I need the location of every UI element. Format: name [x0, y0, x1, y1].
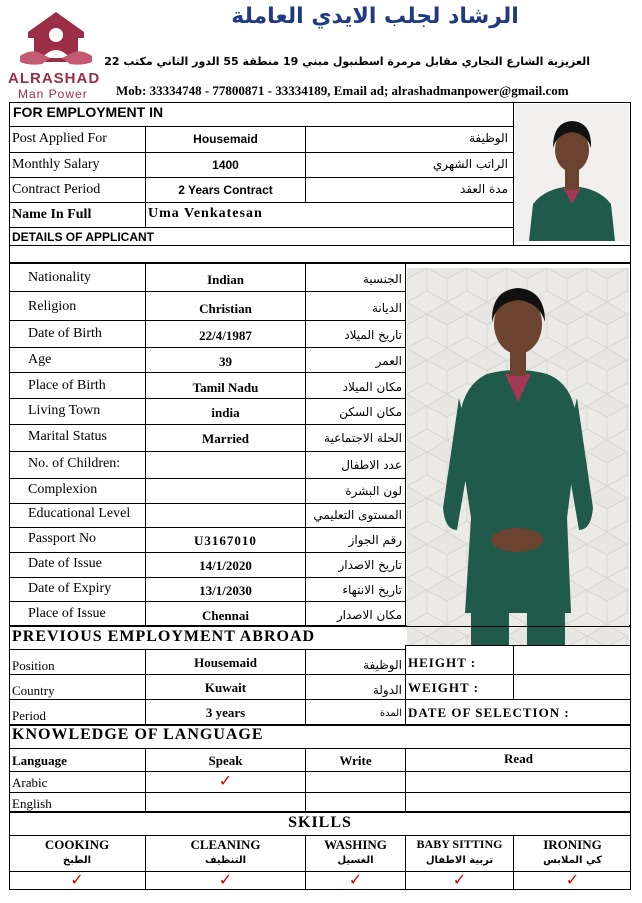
row-value: Chennai: [202, 608, 249, 623]
skill-label: IRONING: [543, 837, 602, 852]
language-section-title: KNOWLEDGE OF LANGUAGE: [12, 726, 264, 743]
row-label: Place of Issue: [28, 606, 106, 621]
arabic-language-label: Arabic: [12, 775, 48, 790]
language-col-header: Language: [12, 753, 67, 768]
check-mark-icon: ✓: [70, 870, 84, 889]
row-label: Complexion: [28, 482, 98, 497]
height-label: HEIGHT :: [408, 655, 477, 670]
handshake-person-icon: [6, 8, 106, 70]
skills-section-title: SKILLS: [288, 814, 352, 831]
previous-section-title: PREVIOUS EMPLOYMENT ABROAD: [12, 628, 316, 645]
prev-period-value: 3 years: [205, 705, 246, 720]
prev-position-value: Housemaid: [194, 655, 257, 670]
company-contact: Mob: 33334748 - 77800871 - 33334189, Email ad; alrashadmanpower@gmail.com: [116, 83, 569, 98]
contract-label: Contract Period: [12, 182, 101, 197]
skill-arabic: التنظيف: [204, 855, 247, 866]
check-mark-icon: ✓: [452, 870, 467, 889]
contract-value: 2 Years Contract: [178, 183, 273, 197]
prev-country-label: Country: [12, 683, 55, 698]
skill-arabic: تربية الاطفال: [425, 855, 494, 866]
post-arabic: الوظيفة: [469, 131, 508, 145]
read-col-header: Read: [504, 751, 533, 766]
post-value: Housemaid: [193, 132, 258, 146]
salary-label: Monthly Salary: [12, 157, 100, 172]
row-value: Indian: [207, 272, 244, 287]
row-arabic: رقم الجواز: [348, 533, 402, 547]
row-value: india: [211, 405, 240, 420]
skill-arabic: الطبخ: [62, 855, 92, 866]
prev-position-label: Position: [12, 658, 55, 673]
speak-col-header: Speak: [208, 753, 243, 768]
name-label: Name In Full: [12, 207, 92, 222]
weight-label: WEIGHT :: [408, 680, 479, 695]
row-label: No. of Children:: [28, 456, 121, 471]
english-language-label: English: [12, 796, 52, 811]
logo-text: ALRASHAD: [8, 70, 101, 87]
date-of-selection-label: DATE OF SELECTION :: [408, 705, 570, 720]
prev-period-label: Period: [12, 708, 46, 723]
salary-value: 1400: [212, 158, 239, 172]
skill-label: BABY SITTING: [416, 837, 503, 851]
row-arabic: الديانة: [371, 301, 402, 315]
row-value: 14/1/2020: [199, 558, 252, 573]
row-value: Christian: [199, 301, 252, 316]
row-label: Educational Level: [28, 506, 131, 521]
row-label: Religion: [28, 299, 77, 314]
row-label: Nationality: [28, 270, 91, 285]
name-value: Uma Venkatesan: [148, 206, 263, 221]
check-mark-icon: ✓: [565, 870, 580, 889]
row-label: Passport No: [28, 531, 97, 546]
write-col-header: Write: [339, 753, 372, 768]
row-label: Living Town: [28, 403, 101, 418]
company-arabic-title: الرشاد لجلب الايدي العاملة: [231, 4, 519, 29]
check-mark-icon: ✓: [218, 870, 233, 889]
skill-label: CLEANING: [190, 837, 261, 852]
row-label: Date of Expiry: [28, 581, 112, 596]
skill-label: WASHING: [324, 837, 387, 852]
post-label: Post Applied For: [12, 131, 107, 146]
row-label: Place of Birth: [28, 378, 106, 393]
row-arabic: مكان الميلاد: [342, 380, 402, 394]
check-mark-icon: ✓: [348, 870, 363, 889]
applicant-photo-full: [407, 268, 629, 645]
company-arabic-address: العزيزية الشارع التجاري مقابل مرمرة اسطنبول مبني 19 منطقة 55 الدور الثاني مكتب 22: [104, 55, 590, 68]
row-arabic: الجنسية: [362, 272, 402, 286]
row-arabic: العمر: [375, 354, 402, 368]
row-value: 39: [219, 354, 232, 369]
row-label: Date of Issue: [28, 556, 102, 571]
row-arabic: الحلة الاجتماعية: [324, 431, 402, 445]
check-mark-icon: ✓: [218, 771, 233, 790]
prev-country-arabic: الدولة: [372, 683, 402, 697]
row-arabic: لون البشرة: [345, 484, 402, 498]
skill-label: COOKING: [44, 837, 110, 852]
row-arabic: المستوى التعليمي: [313, 508, 402, 522]
row-value: 22/4/1987: [199, 328, 252, 343]
row-value: Married: [202, 431, 249, 446]
row-arabic: مكان السكن: [339, 405, 402, 419]
row-value: Tamil Nadu: [192, 380, 259, 395]
row-label: Marital Status: [28, 429, 107, 444]
row-label: Date of Birth: [28, 326, 102, 341]
row-value: 13/1/2030: [199, 583, 252, 598]
prev-position-arabic: الوظيفة: [363, 658, 402, 672]
salary-arabic: الراتب الشهري: [432, 157, 508, 171]
company-logo: [6, 8, 106, 101]
applicant-photo-small: [515, 104, 629, 241]
row-label: Age: [28, 352, 52, 367]
row-arabic: تاريخ الميلاد: [344, 328, 402, 342]
contract-arabic: مدة العقد: [460, 182, 508, 196]
logo-subtext: Man Power: [18, 87, 88, 101]
applicant-section-title: DETAILS OF APPLICANT: [12, 230, 154, 244]
row-arabic: تاريخ الانتهاء: [342, 583, 402, 597]
row-arabic: مكان الاصدار: [336, 608, 402, 622]
row-arabic: عدد الاطفال: [341, 458, 402, 472]
prev-period-arabic: المدة: [379, 708, 402, 719]
employment-section-title: FOR EMPLOYMENT IN: [13, 104, 164, 120]
skill-arabic: كي الملابس: [543, 855, 602, 866]
row-value: U3167010: [194, 533, 257, 548]
prev-country-value: Kuwait: [204, 680, 247, 695]
row-arabic: تاريخ الاصدار: [338, 558, 402, 572]
skill-arabic: الغسيل: [337, 855, 374, 866]
